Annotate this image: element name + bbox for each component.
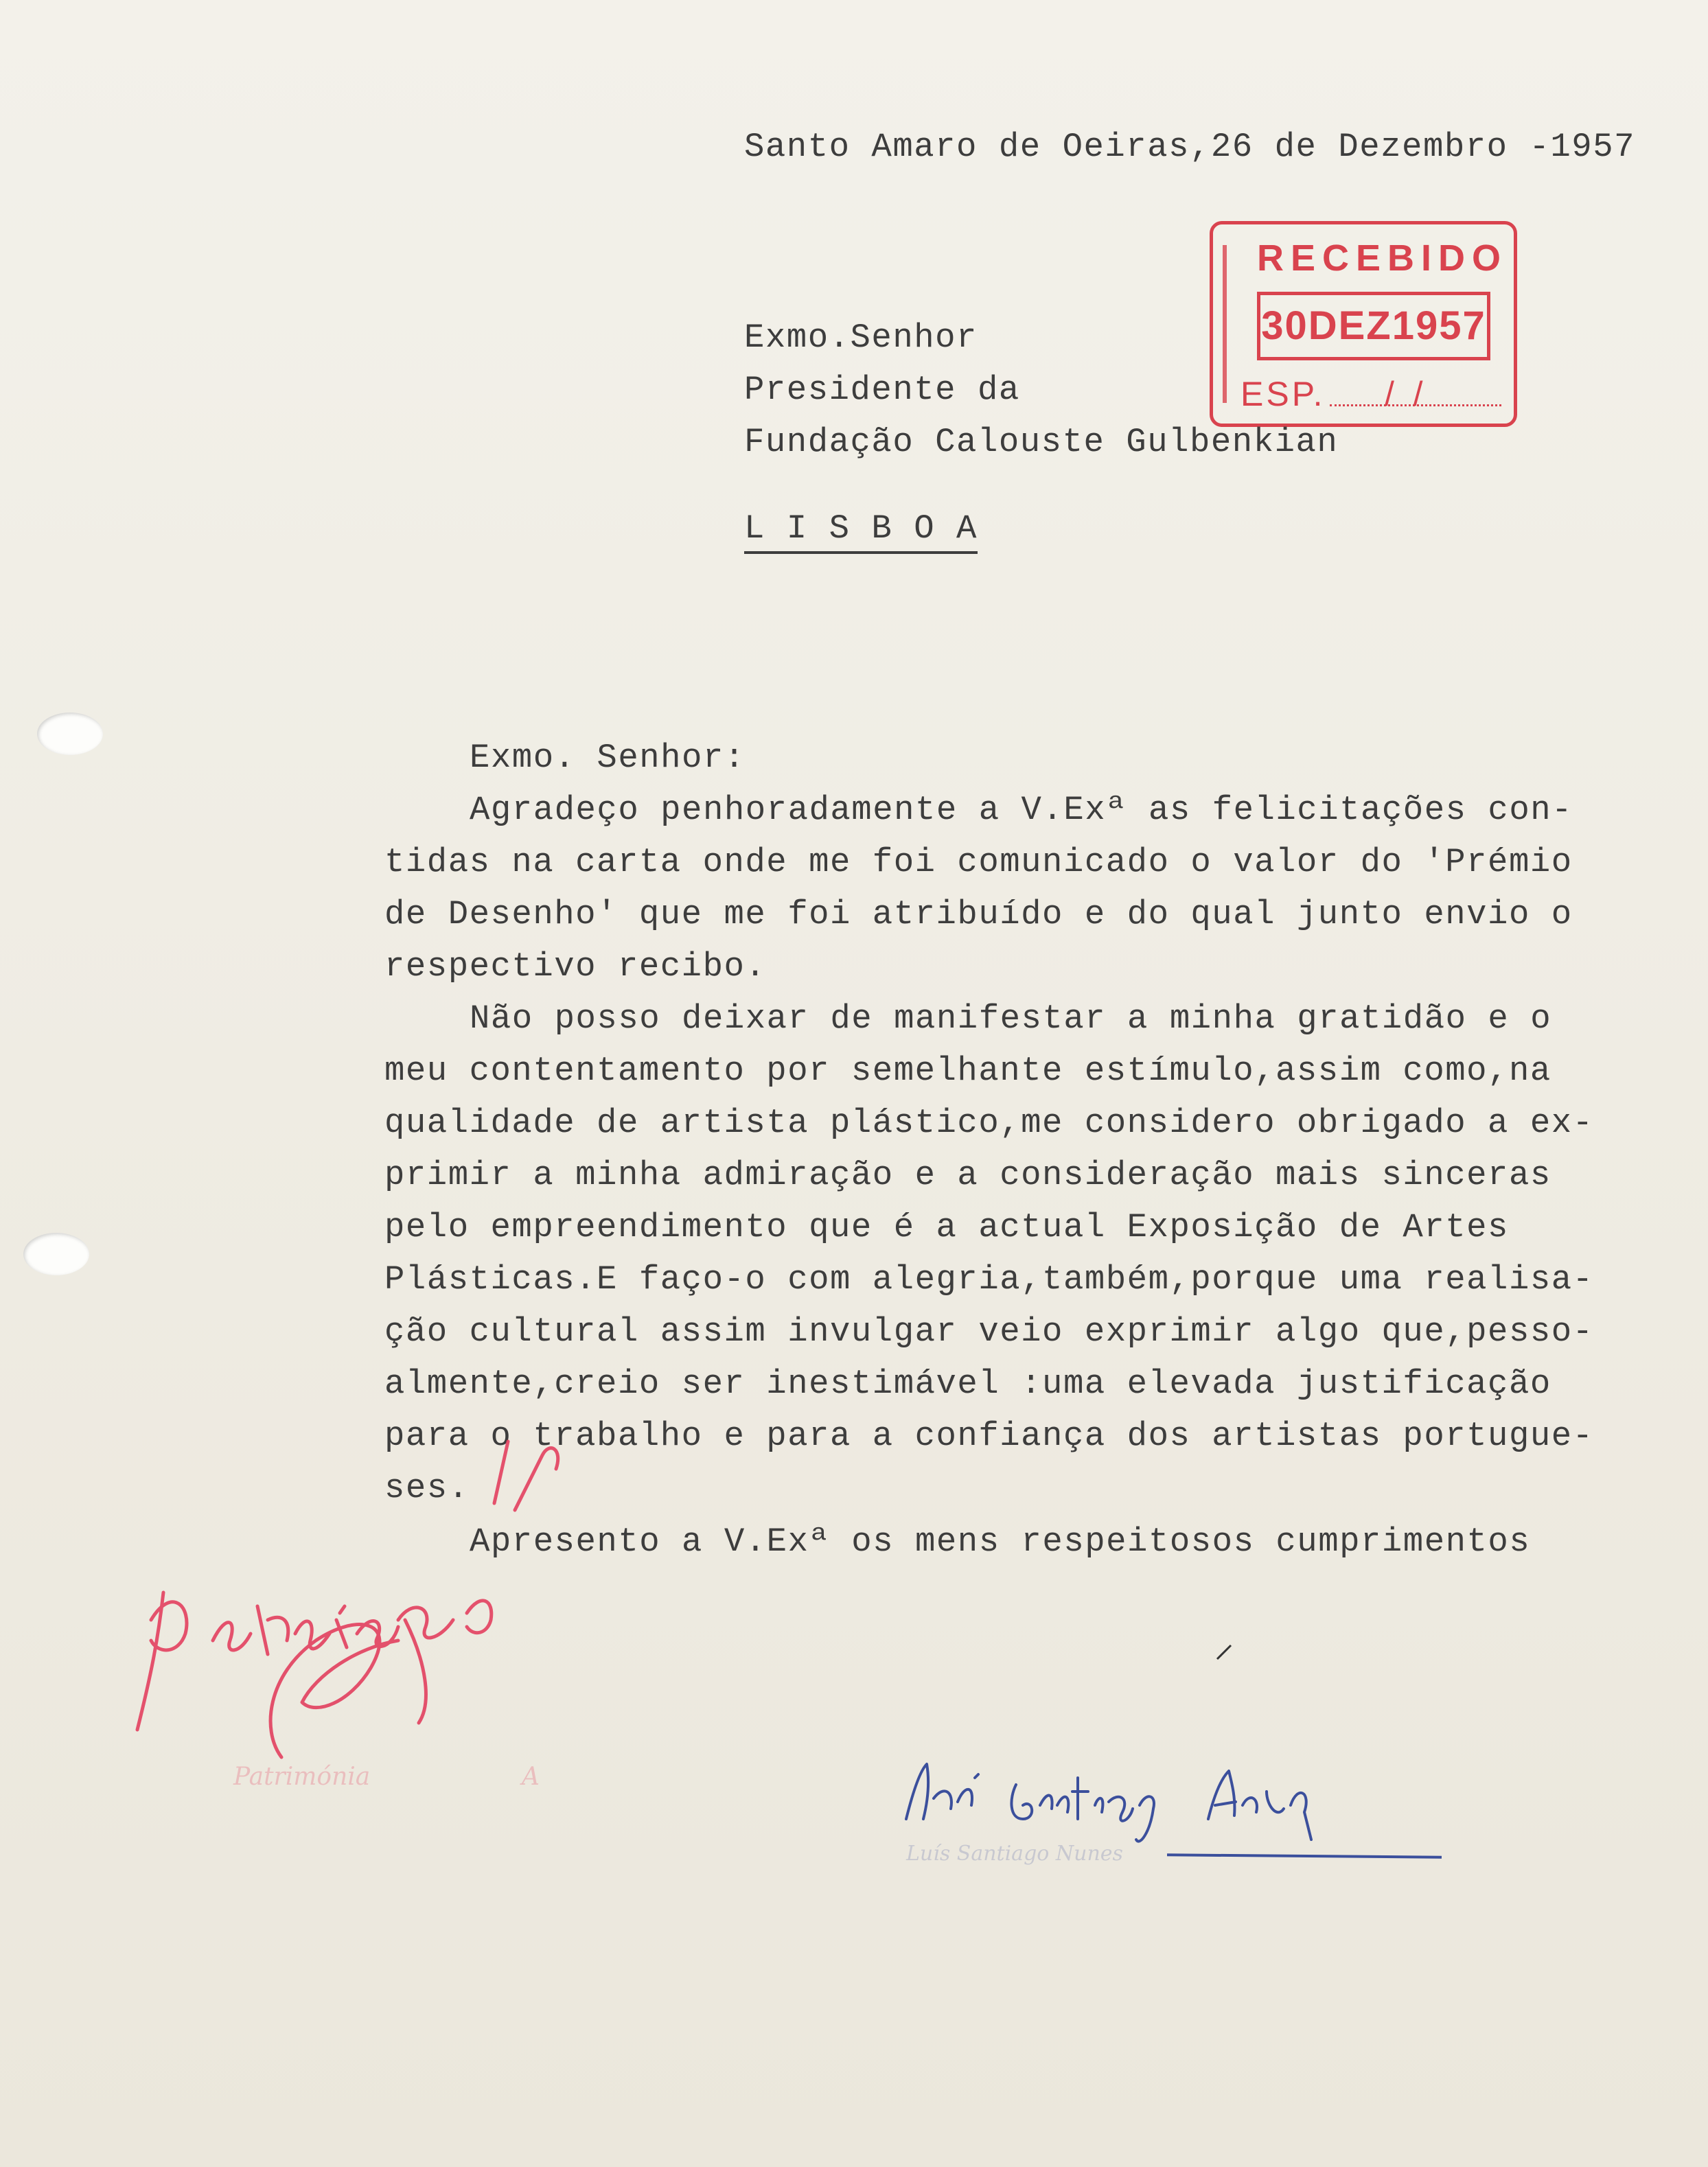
- stamp-bar: [1223, 245, 1227, 403]
- body-line: de Desenho' que me foi atribuído e do qual junto envio o: [384, 895, 1573, 934]
- body-line: Não posso deixar de manifestar a minha gratidão e o: [470, 999, 1552, 1038]
- body-line: qualidade de artista plástico,me considero obrigado a ex-: [384, 1104, 1594, 1142]
- red-pencil-initial-text: A: [522, 1763, 540, 1791]
- signature-text: Luís Santiago Nunes: [906, 1842, 1123, 1866]
- body-line: almente,creio ser inestimável :uma elevada justificação: [384, 1365, 1551, 1403]
- stamp-title: RECEBIDO: [1257, 237, 1508, 279]
- body-line: tidas na carta onde me foi comunicado o valor do 'Prémio: [384, 843, 1573, 881]
- stamp-date: 30DEZ1957: [1257, 292, 1490, 360]
- body-line: primir a minha admiração e a consideração mais sinceras: [384, 1156, 1551, 1194]
- red-pencil-annotation: [110, 1414, 632, 1798]
- recipient-city: L I S B O A: [744, 512, 978, 554]
- pencil-stroke-slash: [494, 1441, 558, 1510]
- punch-hole-bottom: [23, 1233, 89, 1275]
- stamp-esp-slashes: / /: [1385, 375, 1423, 413]
- closing-line: Apresento a V.Exª os mens respeitosos cumprimentos: [470, 1522, 1531, 1561]
- recipient-line-3: Fundação Calouste Gulbenkian: [744, 423, 1339, 461]
- punch-hole-top: [37, 712, 103, 755]
- place-date: Santo Amaro de Oeiras,26 de Dezembro -1957: [744, 128, 1636, 166]
- red-pencil-note-text: Patrimónia: [233, 1763, 371, 1791]
- body-line: Plásticas.E faço-o com alegria,também,porque uma realisa-: [384, 1260, 1594, 1299]
- body-line: meu contentamento por semelhante estímulo,assim como,na: [384, 1052, 1551, 1090]
- body-line: pelo empreendimento que é a actual Exposição de Artes: [384, 1208, 1509, 1247]
- body-line: ses.: [384, 1469, 470, 1507]
- recipient-line-1: Exmo.Senhor: [744, 318, 978, 357]
- salutation: Exmo. Senhor:: [470, 739, 746, 777]
- body-line: Agradeço penhoradamente a V.Exª as felicitações con-: [470, 791, 1573, 829]
- pencil-stroke-initial: [270, 1620, 426, 1757]
- body-line: ção cultural assim invulgar veio exprimir algo que,pesso-: [384, 1312, 1594, 1351]
- received-stamp: [1210, 221, 1517, 427]
- signature-stroke: [906, 1764, 1311, 1842]
- blue-tick-mark: [1214, 1642, 1234, 1662]
- stamp-esp-label: ESP.: [1240, 375, 1326, 413]
- body-line: respectivo recibo.: [384, 947, 767, 986]
- recipient-line-2: Presidente da: [744, 371, 1020, 409]
- body-line: para o trabalho e para a confiança dos artistas portugue-: [384, 1417, 1594, 1455]
- signature: [892, 1743, 1455, 1867]
